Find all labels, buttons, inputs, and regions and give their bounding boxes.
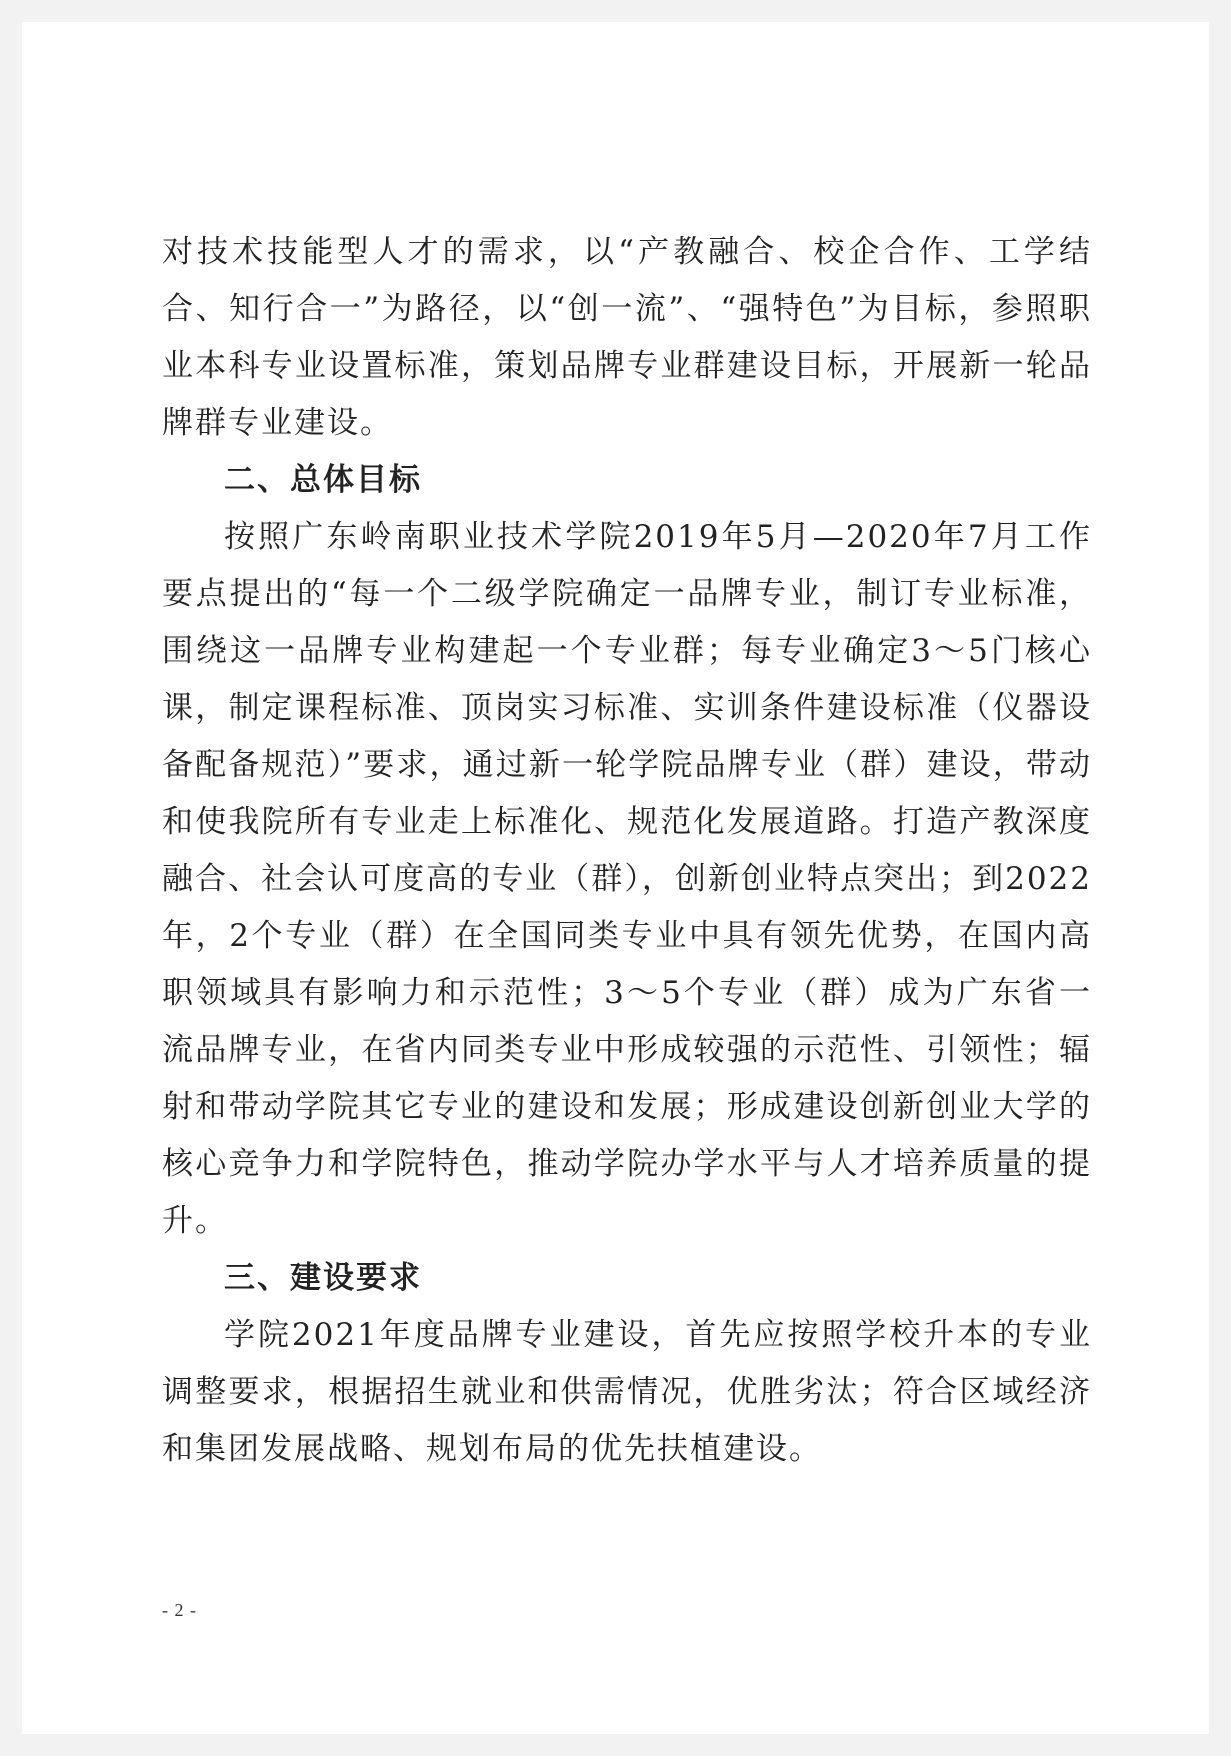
paragraph-construction-requirements: 学院2021年度品牌专业建设，首先应按照学校升本的专业调整要求，根据招生就业和供需情况，优胜劣汰；符合区域经济和集团发展战略、规划布局的优先扶植建设。	[162, 1317, 1092, 1467]
paragraph-overall-goals: 按照广东岭南职业技术学院2019年5月—2020年7月工作要点提出的“每一个二级学院确定一品牌专业，制订专业标准，围绕这一品牌专业构建起一个专业群；每专业确定3～5门核心课，制定课程标准、顶岗实习标准、实训条件建设标准（仪器设备配备规范）”要求，通过新一轮学院品牌专业（群）建设，带动和使我院所有专业走上标准化、规范化发展道路。打造产教深度融合、社会认可度高的专业（群），创新创业特点突出；到2022年，2个专业（群）在全国同类专业中具有领先优势，在国内高职领域具有影响力和示范性；3～5个专业（群）成为广东省一流品牌专业，在省内同类专业中形成较强的示范性、引领性；辐射和带动学院其它专业的建设和发展；形成建设创新创业大学的核心竞争力和学院特色，推动学院办学水平与人才培养质量的提升。	[162, 519, 1092, 1239]
page-number: - 2 -	[162, 1600, 197, 1620]
section-heading-construction-requirements: 三、建设要求	[224, 1260, 422, 1296]
section-heading-overall-goals: 二、总体目标	[224, 462, 422, 498]
document-body	[162, 224, 1092, 1478]
paragraph-continuation: 对技术技能型人才的需求，以“产教融合、校企合作、工学结合、知行合一”为路径，以“创一流”、“强特色”为目标，参照职业本科专业设置标准，策划品牌专业群建设目标，开展新一轮品牌群专业建设。	[162, 234, 1092, 441]
document-page	[22, 22, 1209, 1734]
